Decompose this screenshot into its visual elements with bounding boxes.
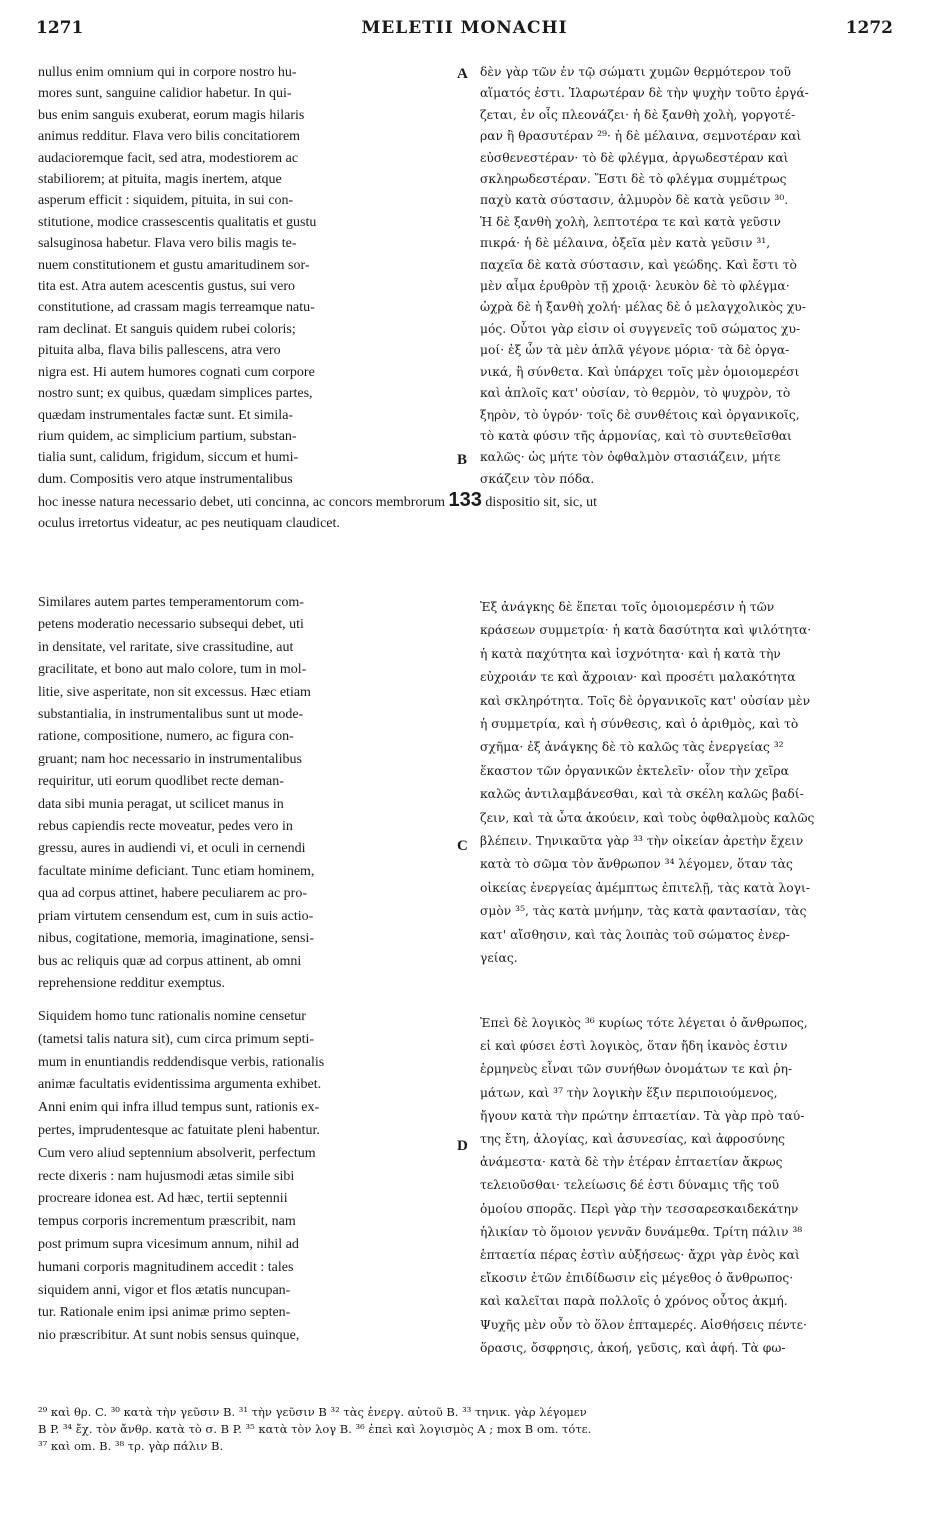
- latin-text-line: pituita alba, flava bilis pallescens, atra vero: [38, 343, 281, 359]
- greek-text-line: γείας.: [480, 951, 518, 966]
- latin-text-line: asperum efficit : siquidem, pituita, in sui con-: [38, 193, 294, 209]
- greek-column-block-2: [480, 596, 910, 971]
- margin-marker-c: C: [457, 838, 468, 854]
- latin-text-line: recte dixeris : nam hujusmodi ætas simile sibi: [38, 1168, 295, 1184]
- greek-text-line: παχεῖα δὲ κατὰ σύστασιν, καὶ γεώδης. Καὶ ἔστι τὸ: [480, 257, 797, 272]
- greek-text-line: νικά, ἢ σύνθετα. Καὶ ὑπάρχει τοῖς μὲν ὁμοιομερέσι: [480, 364, 800, 379]
- latin-text-line: stitutione, modice crassescentis qualitatis et gustu: [38, 214, 317, 230]
- latin-text-line: facultate minime deficiant. Tunc etiam hominem,: [38, 863, 315, 879]
- greek-text-line: μὲν αἷμα ἐρυθρὸν τῇ χροιᾷ· λευκὸν δὲ τὸ φλέγμα·: [480, 279, 790, 294]
- latin-text-line: tempus corporis incrementum præscribit, nam: [38, 1214, 296, 1230]
- greek-text-line: κατ' αἴσθησιν, καὶ τὰς λοιπὰς τοῦ σώματος ἐνερ-: [480, 927, 790, 942]
- latin-text-line: pertes, imprudentesque ac fatuitate pleni habentur.: [38, 1122, 320, 1138]
- latin-text-line: Similares autem partes temperamentorum com-: [38, 595, 304, 610]
- latin-text-line: reprehensione redditur exemptus.: [38, 975, 225, 991]
- right-page-number: 1272: [845, 18, 893, 38]
- latin-text-line: Siquidem homo tunc rationalis nomine censetur: [38, 1009, 306, 1024]
- greek-text-line: κατὰ τὸ σῶμα τὸν ἄνθρωπον ³⁴ λέγομεν, ὅταν τὰς: [480, 857, 793, 872]
- full-width-lines: [38, 490, 910, 535]
- greek-text-line: Ἐπεὶ δὲ λογικὸς ³⁶ κυρίως τότε λέγεται ὁ ἄνθρωπος,: [480, 1016, 808, 1030]
- latin-text-line: mum in enuntiandis reddendisque verbis, rationalis: [38, 1054, 325, 1070]
- greek-text-line: ζεται, ἐν οἷς πλεονάζει· ἡ δὲ ξανθὴ χολὴ, γοργοτέ-: [480, 107, 796, 122]
- greek-text-line: της ἔτη, ἀλογίας, καὶ ἀσυνεσίας, καὶ ἀφροσύνης: [480, 1132, 786, 1147]
- greek-column-block-3: [480, 1012, 910, 1360]
- latin-text-line: rium quidem, ac simplicium partium, substan-: [38, 428, 297, 444]
- greek-text-line: καλῶς· ὡς μήτε τὸν ὀφθαλμὸν στασιάζειν, μήτε: [480, 450, 781, 465]
- greek-text-line: καὶ ἁπλοῖς κατ' οὐσίαν, τὸ θερμὸν, τὸ ψυχρὸν, τὸ: [480, 386, 791, 401]
- margin-marker-b: B: [457, 452, 468, 468]
- greek-text-line: εἴκοσιν ἐτῶν ἐπιδίδωσιν εἰς μέγεθος ὁ ἄνθρωπος·: [480, 1271, 794, 1286]
- latin-text-line: petens moderatio necessario subsequi debet, uti: [38, 617, 304, 633]
- latin-text-line: animus redditur. Flava vero bilis concitatiorem: [38, 129, 301, 145]
- greek-text-line: μάτων, καὶ ³⁷ τὴν λογικὴν ἕξιν περιποιούμενος,: [480, 1085, 778, 1100]
- page-header: [0, 12, 929, 42]
- latin-text-line: priam virtutem censendum est, cum in suis actio-: [38, 908, 314, 924]
- greek-text-line: ζειν, καὶ τὰ ὦτα ἀκούειν, καὶ τοὺς ὀφθαλμοὺς καλῶς: [480, 810, 815, 825]
- greek-text-line: ἑρμηνεὺς εἶναι τῶν συνήθων ὀνομάτων τε καὶ ῥη-: [480, 1062, 793, 1077]
- greek-text-line: Ἡ δὲ ξανθὴ χολὴ, λεπτοτέρα τε καὶ κατὰ γεῦσιν: [480, 214, 781, 229]
- greek-text-line: Ἐξ ἀνάγκης δὲ ἕπεται τοῖς ὁμοιομερέσιν ἡ τῶν: [480, 600, 775, 614]
- full-width-line-1: hoc inesse natura necessario debet, uti concinna, ac concors membrorum 133 dispositio sit, sic, ut: [38, 489, 598, 511]
- latin-text-line: gracilitate, et bono aut malo colore, tum in mol-: [38, 662, 307, 678]
- latin-text-line: requiritur, uti eorum quodlibet recte deman-: [38, 774, 284, 790]
- left-page-number: 1271: [36, 18, 84, 38]
- latin-text-line: nio præscribitur. At sunt nobis sensus quinque,: [38, 1328, 300, 1344]
- greek-text-line: βλέπειν. Τηνικαῦτα γὰρ ³³ τὴν οἰκείαν ἀρετὴν ἔχειν: [480, 834, 804, 849]
- greek-text-line: σχῆμα· ἐξ ἀνάγκης δὲ τὸ καλῶς τὰς ἐνεργείας ³²: [480, 740, 784, 755]
- latin-text-line: nullus enim omnium qui in corpore nostro hu-: [38, 65, 297, 80]
- greek-text-line: καὶ σκληρότητα. Τοῖς δὲ ὀργανικοῖς κατ' οὐσίαν μὲν: [480, 693, 811, 708]
- latin-text-line: rebus capiendis recte moveatur, pedes vero in: [38, 819, 293, 835]
- greek-text-line: ὠχρὰ δὲ ἡ ξανθὴ χολή· μέλας δὲ ὁ μελαγχολικὸς χυ-: [480, 300, 806, 315]
- greek-text-line: πικρά· ἡ δὲ μέλαινα, ὀξεῖα μὲν κατὰ γεῦσιν ³¹,: [480, 236, 771, 251]
- latin-text-line: animæ facultatis evidentissima argumenta exhibet.: [38, 1077, 322, 1093]
- greek-text-line: ἤγουν κατὰ τὴν πρώτην ἑπταετίαν. Τὰ γὰρ πρὸ ταύ-: [480, 1108, 805, 1123]
- greek-text-line: ραν ἢ θρασυτέραν ²⁹· ἡ δὲ μέλαινα, σεμνοτέραν καὶ: [480, 129, 802, 144]
- latin-text-line: dum. Compositis vero atque instrumentalibus: [38, 471, 293, 487]
- greek-text-line: καλῶς ἀντιλαμβάνεσθαι, καὶ τὰ σκέλη καλῶς βαδί-: [480, 787, 804, 802]
- greek-text-line: ὅρασις, ὄσφρησις, ἀκοή, γεῦσις, καὶ ἁφή. Τὰ φω-: [480, 1340, 786, 1355]
- footnotes: [38, 1404, 910, 1455]
- greek-text-line: εὐσθενεστέραν· τὸ δὲ φλέγμα, ἀργωδεστέραν καὶ: [480, 150, 789, 165]
- greek-text-line: ἡ κατὰ παχύτητα καὶ ἰσχνότητα· καὶ ἡ κατὰ τὴν: [480, 646, 781, 661]
- running-title: MELETII MONACHI: [361, 18, 568, 38]
- column-number: 133: [448, 489, 482, 511]
- latin-text-line: bus ac reliquis quæ ad corpus attinent, ab omni: [38, 953, 302, 969]
- greek-text-line: τὸ κατὰ φύσιν τῆς ἁρμονίας, καὶ τὸ συντεθεῖσθαι: [480, 428, 792, 443]
- margin-marker-a: A: [457, 66, 468, 82]
- greek-text-line: εὐχροιάν τε καὶ ἄχροιαν· καὶ προσέτι μαλακότητα: [480, 670, 796, 685]
- footnote-line: B P. ³⁴ ἔχ. τὸν ἄνθρ. κατὰ τὸ σ. B P. ³⁵ κατὰ τὸν λογ B. ³⁶ ἐπεὶ καὶ λογισμὸς A ; mox B om. τότε.: [38, 1422, 592, 1436]
- greek-text-line: οἰκείας ἐνεργείας ἀμέμπτως ἐπιτελῇ, τὰς κατὰ λογι-: [480, 880, 810, 895]
- latin-text-line: bus enim sanguis exuberat, eorum magis hilaris: [38, 107, 305, 123]
- latin-text-line: substantialia, in instrumentalibus sunt ut mode-: [38, 707, 304, 723]
- latin-text-line: nuem constitutionem et gustu amaritudinem sor-: [38, 257, 310, 273]
- latin-text-line: procreare idonea est. Ad hæc, tertii septennii: [38, 1191, 288, 1207]
- latin-text-line: audacioremque facit, sed atra, modestiorem ac: [38, 150, 299, 166]
- greek-text-line: τελειοῦσθαι· τελείωσις δέ ἐστι δύναμις τῆς τοῦ: [480, 1178, 780, 1193]
- latin-column-block-2: [38, 592, 452, 995]
- greek-text-line: ἀνάμεστα· κατὰ δὲ τὴν ἑτέραν ἑπταετίαν ἄκρως: [480, 1155, 783, 1170]
- greek-text-line: σμὸν ³⁵, τὰς κατὰ μνήμην, τὰς κατὰ φαντασίαν, τὰς: [480, 904, 807, 919]
- latin-text-line: Cum vero aliud septennium absolverit, perfectum: [38, 1145, 316, 1161]
- latin-column-block-1: [38, 62, 452, 490]
- latin-text-line: Anni enim qui infra illud tempus sunt, rationis ex-: [38, 1100, 320, 1116]
- latin-text-line: nostro sunt; ex quibus, quædam simplices partes,: [38, 386, 313, 402]
- latin-text-line: stabiliorem; at pituita, magis inertem, atque: [38, 172, 282, 188]
- latin-text-line: litie, sive asperitate, non sit excessus. Hæc etiam: [38, 684, 311, 700]
- margin-marker-d: D: [457, 1138, 468, 1154]
- greek-text-line: ἡ συμμετρία, καὶ ἡ σύνθεσις, καὶ ὁ ἀριθμὸς, καὶ τὸ: [480, 717, 799, 732]
- greek-text-line: μός. Οὗτοι γὰρ εἰσιν οἱ συγγενεῖς τοῦ σώματος χυ-: [480, 321, 801, 336]
- greek-text-line: ἡλικίαν τὸ ὅμοιον γεννᾶν δυνάμεθα. Τρίτη πάλιν ³⁸: [480, 1224, 803, 1239]
- latin-text-line: siquidem anni, vigor et flos ætatis nuncupan-: [38, 1282, 291, 1298]
- latin-text-line: data sibi munia peragat, ut scilicet manus in: [38, 796, 284, 812]
- greek-text-line: ἕκαστον τῶν ὀργανικῶν ἐκτελεῖν· οἷον τὴν χεῖρα: [480, 763, 789, 778]
- latin-text-line: humani corporis magnitudinem accedit : tales: [38, 1259, 294, 1275]
- latin-text-line: qua ad corpus attinet, habere peculiarem ac pro-: [38, 886, 307, 902]
- greek-text-line: ξηρὸν, τὸ ὑγρόν· τοῖς δὲ συνθέτοις καὶ ὀργανικοῖς,: [480, 407, 800, 422]
- greek-text-line: δὲν γὰρ τῶν ἐν τῷ σώματι χυμῶν θερμότερον τοῦ: [480, 65, 791, 79]
- greek-text-line: εἰ καὶ φύσει ἐστὶ λογικὸς, ὅταν ἤδη ἱκανὸς ἐστιν: [480, 1039, 788, 1054]
- latin-text-line: nigra est. Hi autem humores cognati cum corpore: [38, 364, 315, 380]
- latin-text-line: ram declinat. Et sanguis quidem rubei coloris;: [38, 321, 296, 337]
- greek-column-block-1: [480, 62, 910, 490]
- full-width-line-2: oculus irretortus videatur, ac pes neutiquam claudicet.: [38, 516, 340, 532]
- greek-text-line: μοί· ἐξ ὧν τὰ μὲν ἁπλᾶ γέγονε μόρια· τὰ δὲ ὀργα-: [480, 343, 790, 358]
- greek-text-line: αἵματός ἐστι. Ἱλαρωτέραν δὲ τὴν ψυχὴν τοῦτο ἐργά-: [480, 86, 809, 101]
- latin-text-line: tita est. Atra autem acescentis gustus, sui vero: [38, 279, 295, 295]
- latin-column-block-3: [38, 1006, 452, 1348]
- greek-text-line: ἑπταετία πέρας ἐστὶν αὐξήσεως· ἄχρι γὰρ ἑνὸς καὶ: [480, 1248, 800, 1263]
- latin-text-line: (tametsi talis natura sit), cum circa primum septi-: [38, 1031, 315, 1047]
- footnote-line: ²⁹ καὶ θρ. C. ³⁰ κατὰ τὴν γεῦσιν B. ³¹ τὴν γεῦσιν B ³² τὰς ἐνεργ. αὐτοῦ B. ³³ τηνικ. γὰρ λέγομεν: [38, 1405, 587, 1419]
- greek-text-line: κράσεων συμμετρία· ἡ κατὰ δασύτητα καὶ ψιλότητα·: [480, 623, 812, 638]
- latin-text-line: post primum supra vicesimum annum, nihil ad: [38, 1236, 299, 1252]
- greek-text-line: ὁμοίου σπορᾶς. Περὶ γὰρ τὴν τεσσαρεσκαιδεκάτην: [480, 1201, 799, 1216]
- latin-text-line: salsuginosa habetur. Flava vero bilis magis te-: [38, 236, 297, 252]
- latin-text-line: ratione, compositione, numero, ac figura con-: [38, 729, 294, 745]
- greek-text-line: σκληρωδεστέραν. Ἔστι δὲ τὸ φλέγμα συμμέτρως: [480, 172, 787, 187]
- latin-text-line: mores sunt, sanguine calidior habetur. In qui-: [38, 86, 292, 102]
- latin-text-line: tialia sunt, calidum, frigidum, siccum et humi-: [38, 450, 299, 466]
- greek-text-line: Ψυχῆς μὲν οὖν τὸ ὅλον ἑπταμερές. Αἰσθήσεις πέντε·: [480, 1317, 807, 1332]
- latin-text-line: gressu, aures in audiendi vi, et oculi in cernendi: [38, 841, 306, 857]
- latin-text-line: gruant; nam hoc necessario in instrumentalibus: [38, 751, 302, 767]
- latin-text-line: quædam instrumentales factæ sunt. Et simila-: [38, 407, 294, 423]
- latin-text-line: constitutione, ad crassam magis terreamque natu-: [38, 300, 315, 316]
- greek-text-line: καὶ καλεῖται παρὰ πολλοῖς ὁ χρόνος οὗτος ἀκμή.: [480, 1294, 788, 1309]
- footnote-line: ³⁷ καὶ om. B. ³⁸ τρ. γὰρ πάλιν B.: [38, 1439, 224, 1453]
- latin-text-line: in densitate, vel raritate, sive crassitudine, aut: [38, 639, 294, 655]
- latin-text-line: tur. Rationale enim ipsi animæ primo septen-: [38, 1305, 291, 1321]
- greek-text-line: παχὺ κατὰ σύστασιν, ἁλμυρὸν δὲ κατὰ γεῦσιν ³⁰.: [480, 193, 789, 208]
- greek-text-line: σκάζειν τὸν πόδα.: [480, 471, 595, 486]
- latin-text-line: nibus, cogitatione, memoria, imaginatione, sensi-: [38, 931, 315, 947]
